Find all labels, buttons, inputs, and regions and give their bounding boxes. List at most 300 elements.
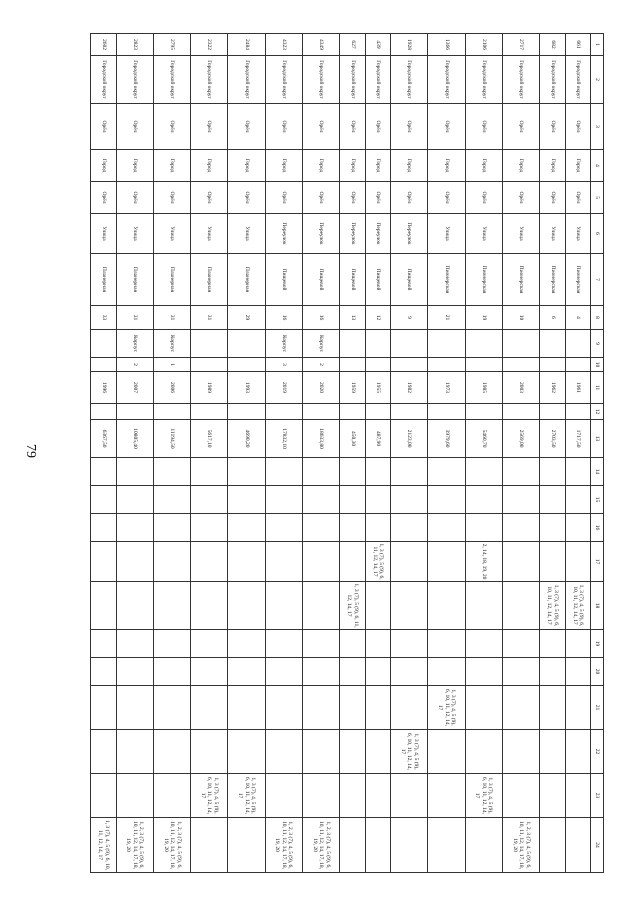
column-header: 8 <box>591 306 604 330</box>
table-cell <box>365 404 390 420</box>
table-cell <box>365 818 390 873</box>
table-cell <box>116 658 153 686</box>
table-cell: 627 <box>340 34 365 56</box>
table-cell: Городской округ <box>391 56 428 104</box>
column-header: 1 <box>591 34 604 56</box>
table-cell <box>116 630 153 658</box>
table-cell: Орёл <box>302 182 339 214</box>
table-cell: 2020 <box>302 372 339 404</box>
table-cell <box>228 458 265 486</box>
table-cell <box>116 774 153 818</box>
table-cell <box>391 514 428 542</box>
table-cell: Планерная <box>153 254 190 306</box>
table-cell: Орёл <box>228 182 265 214</box>
table-row <box>153 34 190 873</box>
table-cell: 6367,50 <box>91 420 117 458</box>
table-cell: Пионерская <box>465 254 502 306</box>
table-cell <box>540 404 565 420</box>
table-cell: 1 <box>153 358 190 372</box>
table-cell <box>228 582 265 630</box>
table-cell <box>465 658 502 686</box>
table-cell <box>302 514 339 542</box>
table-cell: Орёл <box>540 104 565 150</box>
column-header: 10 <box>591 358 604 372</box>
table-cell: Орёл <box>502 104 539 150</box>
table-cell: Орёл <box>565 182 590 214</box>
table-cell: 5617,10 <box>191 420 228 458</box>
table-cell: Городской округ <box>265 56 302 104</box>
table-cell <box>91 358 117 372</box>
table-cell: Городской округ <box>228 56 265 104</box>
table-cell <box>391 458 428 486</box>
table-cell: Орёл <box>391 104 428 150</box>
table-cell <box>502 686 539 730</box>
table-cell <box>465 330 502 358</box>
table-cell: 4690,20 <box>228 420 265 458</box>
table-cell <box>116 514 153 542</box>
table-cell <box>540 630 565 658</box>
table-cell <box>428 818 465 873</box>
table-cell: 1, 3 (7), 5 (9), 6, 11, 12, 14, 17 <box>340 582 365 630</box>
table-cell: Орёл <box>365 182 390 214</box>
table-cell: 2717 <box>502 34 539 56</box>
table-cell: Город <box>116 150 153 182</box>
table-cell <box>302 630 339 658</box>
table-cell <box>191 630 228 658</box>
table-cell <box>465 358 502 372</box>
table-cell <box>365 458 390 486</box>
table-cell <box>191 330 228 358</box>
table-cell: Городской округ <box>365 56 390 104</box>
table-cell: Орёл <box>428 182 465 214</box>
table-cell: Переулок <box>365 214 390 254</box>
table-cell <box>228 730 265 774</box>
table-cell <box>428 404 465 420</box>
table-cell <box>465 686 502 730</box>
table-cell <box>540 686 565 730</box>
table-cell: Пищевой <box>340 254 365 306</box>
table-cell <box>565 818 590 873</box>
table-cell: 3 <box>265 358 302 372</box>
table-cell: Орёл <box>502 182 539 214</box>
table-cell <box>465 458 502 486</box>
table-cell: 4 <box>565 306 590 330</box>
column-header: 22 <box>591 730 604 774</box>
table-cell: 21 <box>428 306 465 330</box>
table-cell: Улица <box>91 214 117 254</box>
table-cell <box>365 486 390 514</box>
table-cell: 5460,70 <box>465 420 502 458</box>
table-row <box>502 34 539 873</box>
table-cell <box>540 730 565 774</box>
table-cell <box>502 582 539 630</box>
table-cell <box>91 404 117 420</box>
table-cell <box>428 582 465 630</box>
table-cell <box>340 358 365 372</box>
table-cell <box>265 542 302 582</box>
table-cell: 31 <box>153 306 190 330</box>
table-cell: Пионерская <box>428 254 465 306</box>
table-cell <box>228 542 265 582</box>
table-cell: Орёл <box>540 182 565 214</box>
table-cell: 1, 2, 3 (7), 4, 5 (9), 6, 10, 11, 12, 14, 17, 18, 19, 20 <box>116 818 153 873</box>
table-cell <box>302 658 339 686</box>
table-cell: 1, 3 (7), 4, 5 (9), 6, 10, 11, 12, 14, 17 <box>428 686 465 730</box>
table-cell: Орёл <box>465 182 502 214</box>
table-cell <box>428 358 465 372</box>
table-cell <box>502 330 539 358</box>
table-cell: Пищевой <box>265 254 302 306</box>
table-cell <box>228 630 265 658</box>
column-header: 11 <box>591 372 604 404</box>
table-cell: Улица <box>540 214 565 254</box>
table-row <box>191 34 228 873</box>
table-cell <box>428 542 465 582</box>
table-cell: 1, 3 (7), 4, 5 (9), 6, 10, 11, 12, 14, 17 <box>228 774 265 818</box>
table-cell <box>428 330 465 358</box>
table-cell <box>116 486 153 514</box>
table-cell: 6 <box>540 306 565 330</box>
table-cell: 1, 2, 3 (7), 4, 5 (9), 6, 10, 11, 12, 14, 17, 18, 19, 20 <box>302 818 339 873</box>
table-cell: 1, 3 (7), 4, 5 (9), 6, 10, 11, 12, 14, 17 <box>91 818 117 873</box>
table-cell: Город <box>365 150 390 182</box>
column-header: 19 <box>591 630 604 658</box>
table-cell <box>565 630 590 658</box>
table-cell: 1, 2, 3 (7), 4, 5 (9), 6, 10, 11, 12, 14, 17, 18, 19, 20 <box>153 818 190 873</box>
table-cell <box>502 358 539 372</box>
table-cell: Город <box>228 150 265 182</box>
table-cell <box>228 818 265 873</box>
table-row <box>391 34 428 873</box>
table-cell <box>428 658 465 686</box>
table-cell <box>191 818 228 873</box>
table-cell <box>265 658 302 686</box>
table-cell: 9 <box>391 306 428 330</box>
table-cell <box>228 658 265 686</box>
table-cell <box>465 818 502 873</box>
table-cell: Планерная <box>228 254 265 306</box>
table-cell: Улица <box>191 214 228 254</box>
table-cell: 2 <box>116 358 153 372</box>
table-cell <box>191 404 228 420</box>
table-cell <box>540 458 565 486</box>
table-cell <box>191 358 228 372</box>
table-cell: Улица <box>228 214 265 254</box>
table-cell <box>340 542 365 582</box>
column-header: 12 <box>591 404 604 420</box>
table-cell <box>540 658 565 686</box>
table-cell <box>391 330 428 358</box>
table-cell <box>391 658 428 686</box>
column-header: 6 <box>591 214 604 254</box>
table-cell: Орёл <box>191 104 228 150</box>
table-cell <box>540 514 565 542</box>
column-header: 5 <box>591 182 604 214</box>
table-cell <box>153 542 190 582</box>
table-cell <box>265 514 302 542</box>
table-cell <box>465 514 502 542</box>
column-header: 21 <box>591 686 604 730</box>
table-cell <box>365 730 390 774</box>
table-cell: Улица <box>465 214 502 254</box>
table-cell <box>565 686 590 730</box>
table-cell <box>116 686 153 730</box>
table-cell: 2, 14, 18, 19, 20 <box>465 542 502 582</box>
table-cell <box>565 730 590 774</box>
table-cell: Городской округ <box>428 56 465 104</box>
table-cell: Планерная <box>116 254 153 306</box>
table-cell: Улица <box>502 214 539 254</box>
table-cell: 1982 <box>391 372 428 404</box>
column-header: 15 <box>591 486 604 514</box>
table-cell <box>391 542 428 582</box>
table-cell: Корпус <box>153 330 190 358</box>
table-cell: 1928 <box>391 34 428 56</box>
table-body <box>91 34 591 873</box>
table-cell: Переулок <box>265 214 302 254</box>
table-cell: Улица <box>116 214 153 254</box>
table-cell <box>265 486 302 514</box>
table-cell <box>91 486 117 514</box>
table-cell: 2569,00 <box>502 420 539 458</box>
table-cell <box>228 514 265 542</box>
table-cell: Город <box>191 150 228 182</box>
table-cell: Орёл <box>428 104 465 150</box>
table-cell <box>153 774 190 818</box>
table-cell <box>565 486 590 514</box>
table-cell <box>265 458 302 486</box>
table-cell: Городской округ <box>502 56 539 104</box>
table-row <box>265 34 302 873</box>
table-cell <box>265 630 302 658</box>
table-cell <box>302 486 339 514</box>
table-cell: Городской округ <box>91 56 117 104</box>
table-cell <box>428 730 465 774</box>
table-cell <box>91 686 117 730</box>
table-cell: Орёл <box>91 104 117 150</box>
table-cell <box>565 774 590 818</box>
table-cell <box>502 730 539 774</box>
table-cell <box>565 330 590 358</box>
table-cell <box>340 486 365 514</box>
table-cell <box>340 458 365 486</box>
table-cell <box>91 658 117 686</box>
table-cell <box>91 458 117 486</box>
table-cell <box>428 486 465 514</box>
table-cell: Орёл <box>302 104 339 150</box>
table-cell: 1973 <box>428 372 465 404</box>
table-cell: Орёл <box>116 104 153 150</box>
table-cell <box>265 686 302 730</box>
column-header: 24 <box>591 818 604 873</box>
table-cell <box>153 630 190 658</box>
table-cell <box>116 542 153 582</box>
table-cell <box>191 658 228 686</box>
table-cell: 682 <box>540 34 565 56</box>
table-cell <box>153 730 190 774</box>
table-cell <box>502 774 539 818</box>
table-cell: Город <box>91 150 117 182</box>
table-cell <box>340 730 365 774</box>
table-cell: Орёл <box>191 182 228 214</box>
table-cell: 439 <box>365 34 390 56</box>
table-cell: 1366 <box>428 34 465 56</box>
table-cell: 4323 <box>265 34 302 56</box>
table-cell: Планерная <box>91 254 117 306</box>
table-cell: 19 <box>465 306 502 330</box>
table-cell <box>91 774 117 818</box>
table-cell <box>191 486 228 514</box>
table-cell <box>91 582 117 630</box>
table-cell: 2322 <box>191 34 228 56</box>
table-cell: Улица <box>428 214 465 254</box>
table-cell: Город <box>265 150 302 182</box>
table-row <box>365 34 390 873</box>
table-row <box>465 34 502 873</box>
table-cell <box>428 774 465 818</box>
table-cell: Город <box>340 150 365 182</box>
table-cell <box>365 630 390 658</box>
table-cell <box>340 330 365 358</box>
table-cell: 1961 <box>565 372 590 404</box>
table-cell: Орёл <box>116 182 153 214</box>
table-cell <box>153 514 190 542</box>
table-cell <box>365 358 390 372</box>
table-cell: Город <box>391 150 428 182</box>
column-header: 13 <box>591 420 604 458</box>
register-table <box>90 33 604 873</box>
table-cell: Городской округ <box>191 56 228 104</box>
table-cell: 10 <box>502 306 539 330</box>
table-cell: 2823 <box>116 34 153 56</box>
table-cell <box>153 658 190 686</box>
table-cell <box>340 630 365 658</box>
column-header: 9 <box>591 330 604 358</box>
table-row <box>91 34 117 873</box>
table-cell: 1, 3 (7), 5 (9), 6, 11, 12, 14, 17 <box>365 542 390 582</box>
table-cell <box>565 458 590 486</box>
table-cell: 2484 <box>228 34 265 56</box>
table-cell: 1, 3 (7), 4, 5 (9), 6, 10, 11, 12, 14, 17 <box>565 582 590 630</box>
table-cell <box>565 404 590 420</box>
table-cell: 487,90 <box>365 420 390 458</box>
header-row <box>591 34 604 873</box>
column-header: 14 <box>591 458 604 486</box>
table-cell <box>391 686 428 730</box>
table-cell <box>565 542 590 582</box>
table-cell: 16 <box>302 306 339 330</box>
table-cell: Корпус <box>116 330 153 358</box>
table-cell: Переулок <box>391 214 428 254</box>
table-cell: Пищевой <box>365 254 390 306</box>
table-cell <box>365 582 390 630</box>
table-cell <box>116 582 153 630</box>
table-cell: Пионерская <box>502 254 539 306</box>
table-cell <box>265 404 302 420</box>
table-cell <box>91 730 117 774</box>
table-cell: 1989 <box>191 372 228 404</box>
table-cell <box>191 730 228 774</box>
column-header: 20 <box>591 658 604 686</box>
table-cell <box>428 458 465 486</box>
table-cell <box>540 542 565 582</box>
table-cell <box>302 730 339 774</box>
table-cell <box>191 582 228 630</box>
table-cell: Орёл <box>153 182 190 214</box>
table-cell: 12 <box>365 306 390 330</box>
table-cell: Орёл <box>228 104 265 150</box>
table-cell <box>116 404 153 420</box>
table-cell: 2006 <box>153 372 190 404</box>
table-cell <box>228 404 265 420</box>
table-cell: Городской округ <box>302 56 339 104</box>
table-cell <box>502 458 539 486</box>
table-cell: 1, 3 (7), 4, 5 (9), 6, 10, 11, 12, 14, 17 <box>391 730 428 774</box>
table-cell: Орёл <box>391 182 428 214</box>
page-number: 79 <box>23 444 38 458</box>
table-row <box>302 34 339 873</box>
table-cell: Планерная <box>191 254 228 306</box>
table-cell: 1717,50 <box>565 420 590 458</box>
table-cell: 18633,80 <box>302 420 339 458</box>
table-cell <box>191 514 228 542</box>
table-cell <box>540 330 565 358</box>
table-cell <box>540 818 565 873</box>
table-cell <box>302 542 339 582</box>
table-cell: Город <box>302 150 339 182</box>
table-cell <box>153 582 190 630</box>
table-cell: Переулок <box>340 214 365 254</box>
table-cell <box>365 658 390 686</box>
table-cell <box>465 486 502 514</box>
table-cell <box>153 404 190 420</box>
table-cell <box>540 774 565 818</box>
table-cell <box>502 542 539 582</box>
table-cell <box>391 818 428 873</box>
table-cell: Городской округ <box>340 56 365 104</box>
table-cell: 16 <box>265 306 302 330</box>
table-cell: 1996 <box>91 372 117 404</box>
table-cell <box>265 774 302 818</box>
column-header: 18 <box>591 582 604 630</box>
table-cell: 1, 2, 3 (7), 4, 5 (9), 6, 10, 11, 12, 14, 17, 18, 19, 20 <box>502 818 539 873</box>
table-cell: Город <box>502 150 539 182</box>
table-cell <box>191 686 228 730</box>
table-cell: 2703,50 <box>540 420 565 458</box>
table-row <box>428 34 465 873</box>
table-cell: 1959 <box>340 372 365 404</box>
table-cell: Город <box>428 150 465 182</box>
table-cell <box>365 774 390 818</box>
table-cell <box>465 404 502 420</box>
column-header: 17 <box>591 542 604 582</box>
table-cell: 10805,40 <box>116 420 153 458</box>
table-row <box>340 34 365 873</box>
table-cell: 661 <box>565 34 590 56</box>
column-header: 23 <box>591 774 604 818</box>
table-cell: Орёл <box>265 182 302 214</box>
table-cell <box>302 458 339 486</box>
table-cell <box>302 686 339 730</box>
table-cell: 2003 <box>502 372 539 404</box>
table-row <box>116 34 153 873</box>
table-cell <box>502 514 539 542</box>
table-cell <box>540 486 565 514</box>
table-cell: Корпус <box>302 330 339 358</box>
table-cell <box>191 458 228 486</box>
table-cell <box>302 404 339 420</box>
table-cell <box>565 514 590 542</box>
